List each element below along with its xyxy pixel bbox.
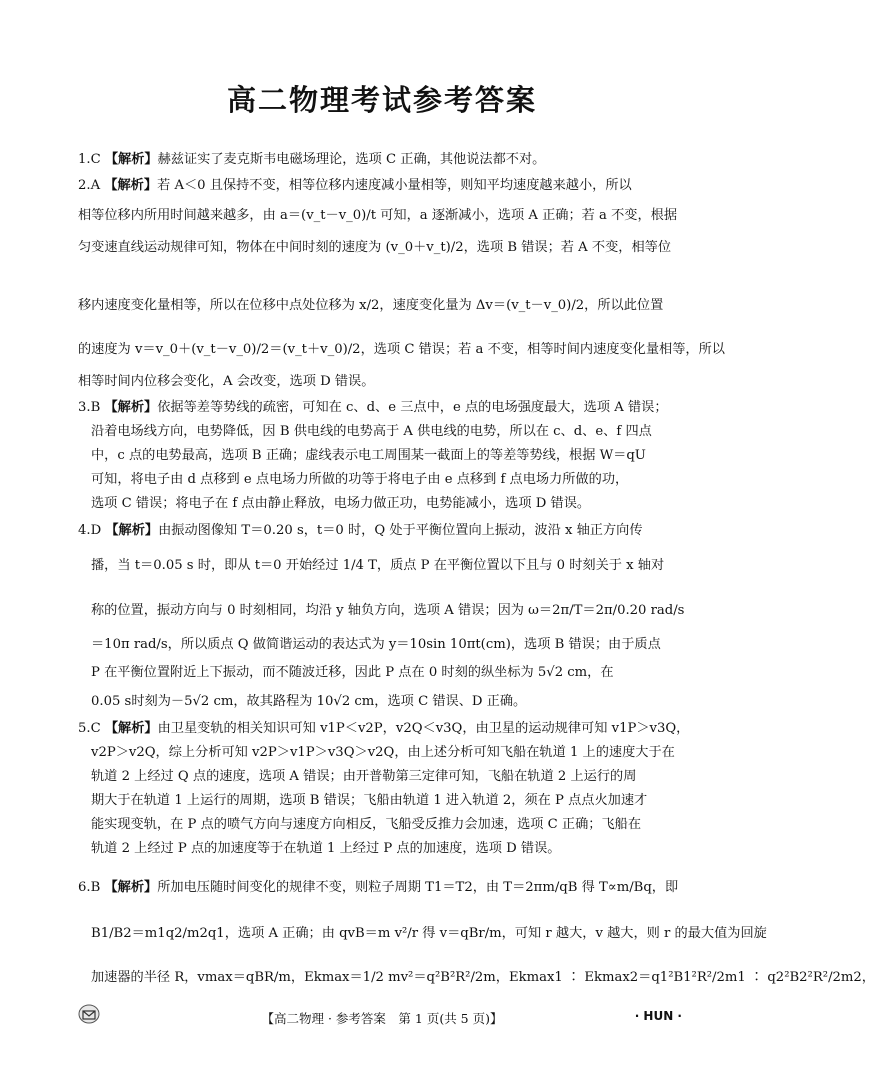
question-number: 6.B [78, 880, 105, 895]
answer-line [91, 470, 701, 490]
answer-line [91, 663, 701, 683]
analysis-tag: 【解析】 [104, 178, 158, 193]
answer-line [78, 521, 688, 541]
answer-line [78, 176, 688, 196]
line-text: B1/B2＝m1q2/m2q1，选项 A 正确；由 qvB＝m v²/r 得 v＝qBr/m，可知 r 越大，v 越大，则 r 的最大值为回旋 [91, 926, 767, 941]
page-footer: 【高二物理 · 参考答案 第 1 页(共 5 页)】 [261, 1011, 503, 1026]
line-text: 加速器的半径 R，vmax＝qBR/m，Ekmax＝1/2 mv²＝q²B²R²/2m，Ekmax1 ∶ Ekmax2＝q1²B1²R²/2m1 ∶ q2²B2²R²/2m2， [91, 970, 875, 985]
answer-line [78, 296, 688, 316]
line-text: 移内速度变化量相等，所以在位移中点处位移为 x/2，速度变化量为 Δv＝(v_t－v_0)/2，所以此位置 [78, 298, 664, 313]
answer-line [78, 878, 688, 898]
question-number: 5.C [78, 721, 105, 736]
question-number: 2.A [78, 178, 105, 193]
line-text: 赫兹证实了麦克斯韦电磁场理论，选项 C 正确，其他说法都不对。 [157, 152, 546, 167]
analysis-tag: 【解析】 [104, 400, 158, 415]
page-title: 高二物理考试参考答案 [226, 83, 537, 117]
analysis-tag: 【解析】 [104, 152, 158, 167]
line-text: 的速度为 v＝v_0＋(v_t－v_0)/2＝(v_t＋v_0)/2，选项 C 错误；若 a 不变，相等时间内速度变化量相等，所以 [78, 342, 725, 357]
answer-line [78, 238, 688, 258]
line-text: 中，c 点的电势最高，选项 B 正确；虚线表示电工周围某一截面上的等差等势线，根据 W＝qU [91, 448, 646, 463]
answer-line [78, 340, 725, 360]
answer-line [91, 494, 701, 514]
line-text: 相等位移内所用时间越来越多，由 a＝(v_t－v_0)/t 可知，a 逐渐减小，选项 A 正确；若 a 不变，根据 [78, 208, 678, 223]
question-number: 4.D [78, 523, 106, 538]
line-text: 相等时间内位移会变化，A 会改变，选项 D 错误。 [78, 374, 375, 389]
line-text: 称的位置，振动方向与 0 时刻相同，均沿 y 轴负方向，选项 A 错误；因为 ω＝2π/T＝2π/0.20 rad/s [91, 603, 685, 618]
line-text: 若 A＜0 且保持不变，相等位移内速度减小量相等，则知平均速度越来越小，所以 [157, 178, 632, 193]
question-number: 3.B [78, 400, 105, 415]
answer-line [91, 791, 701, 811]
line-text: 0.05 s时刻为－5√2 cm，故其路程为 10√2 cm，选项 C 错误、D 正确。 [91, 694, 527, 709]
line-text: 播，当 t＝0.05 s 时，即从 t＝0 开始经过 1/4 T，质点 P 在平衡位置以下且与 0 时刻关于 x 轴对 [91, 558, 665, 573]
line-text: 匀变速直线运动规律可知，物体在中间时刻的速度为 (v_0＋v_t)/2，选项 B 错误；若 A 不变，相等位 [78, 240, 672, 255]
answer-line [78, 150, 688, 170]
answer-line [91, 635, 701, 655]
line-text: 能实现变轨，在 P 点的喷气方向与速度方向相反，飞船受反推力会加速，选项 C 正确；飞船在 [91, 817, 642, 832]
line-text: 沿着电场线方向，电势降低，因 B 供电线的电势高于 A 供电线的电势，所以在 c、d、e、f 四点 [91, 424, 652, 439]
line-text: 所加电压随时间变化的规律不变，则粒子周期 T1＝T2，由 T＝2πm/qB 得 T∝m/Bq，即 [157, 880, 679, 895]
line-text: 由振动图像知 T＝0.20 s，t＝0 时，Q 处于平衡位置向上振动，波沿 x 轴正方向传 [158, 523, 643, 538]
answer-line [78, 372, 688, 392]
answer-line [91, 692, 701, 712]
answer-line [91, 767, 701, 787]
answer-line [91, 968, 875, 988]
analysis-tag: 【解析】 [105, 523, 159, 538]
question-number: 1.C [78, 152, 105, 167]
line-text: 轨道 2 上经过 Q 点的速度，选项 A 错误；由开普勒第三定律可知，飞船在轨道 2 上运行的周 [91, 769, 637, 784]
line-text: P 在平衡位置附近上下振动，而不随波迁移，因此 P 点在 0 时刻的纵坐标为 5√2 cm，在 [91, 665, 614, 680]
answer-line [91, 839, 701, 859]
answer-line [91, 422, 701, 442]
line-text: 轨道 2 上经过 P 点的加速度等于在轨道 1 上经过 P 点的加速度，选项 D 错误。 [91, 841, 561, 856]
answer-line [78, 398, 688, 418]
answer-line [78, 719, 688, 739]
region-code: · HUN · [634, 1009, 682, 1023]
answer-line [91, 743, 701, 763]
line-text: 期大于在轨道 1 上运行的周期，选项 B 错误；飞船由轨道 1 进入轨道 2，须在 P 点点火加速才 [91, 793, 648, 808]
answer-line [91, 446, 701, 466]
answer-line [78, 206, 688, 226]
answer-line [91, 924, 767, 944]
answer-line [91, 601, 701, 621]
line-text: 可知，将电子由 d 点移到 e 点电场力所做的功等于将电子由 e 点移到 f 点电场力所做的功， [91, 472, 629, 487]
analysis-tag: 【解析】 [104, 721, 158, 736]
analysis-tag: 【解析】 [104, 880, 158, 895]
line-text: 由卫星变轨的相关知识可知 v1P＜v2P，v2Q＜v3Q，由卫星的运动规律可知 v1P＞v3Q， [157, 721, 690, 736]
answer-line [91, 815, 701, 835]
line-text: v2P＞v2Q，综上分析可知 v2P＞v1P＞v3Q＞v2Q，由上述分析可知飞船在轨道 1 上的速度大于在 [91, 745, 675, 760]
line-text: ＝10π rad/s，所以质点 Q 做简谐运动的表达式为 y＝10sin 10πt(cm)，选项 B 错误；由于质点 [91, 637, 661, 652]
answer-line [91, 556, 701, 576]
line-text: 选项 C 错误；将电子在 f 点由静止释放，电场力做正功，电势能减小，选项 D 错误。 [91, 496, 591, 511]
line-text: 依据等差等势线的疏密，可知在 c、d、e 三点中，e 点的电场强度最大，选项 A 错误； [157, 400, 668, 415]
